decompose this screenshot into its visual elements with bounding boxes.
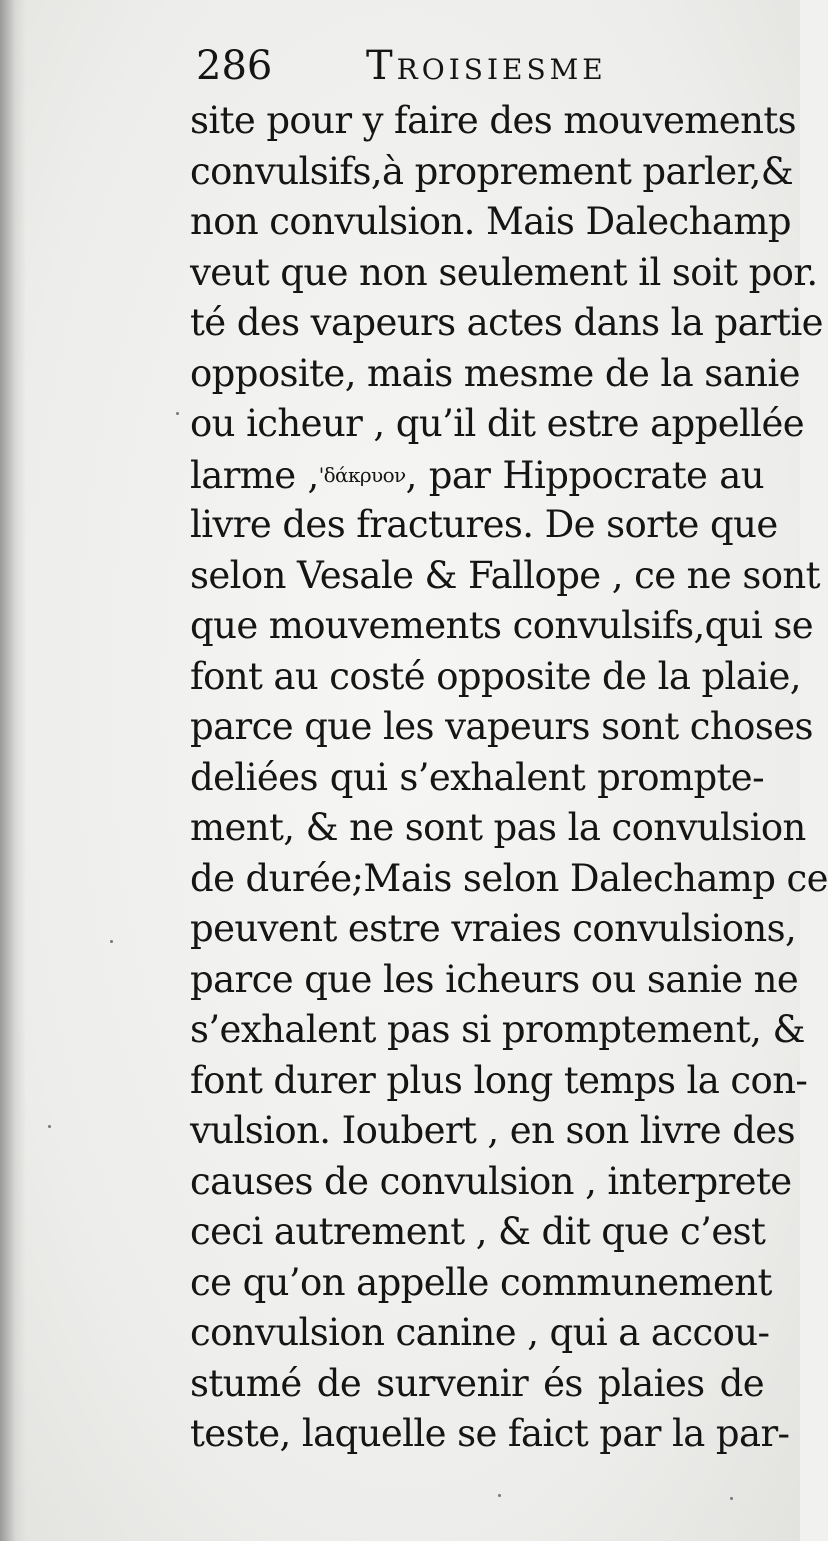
text-line: causes de convulsion , interprete xyxy=(190,1159,792,1203)
text-line-with-greek xyxy=(190,450,764,501)
body-text xyxy=(190,96,828,1460)
text-line-start: larme , xyxy=(190,453,319,497)
gutter-shadow xyxy=(0,0,26,1541)
text-line: que mouvements convulsifs,qui se xyxy=(190,604,814,647)
text-line: convulsifs,à proprement parler,& xyxy=(190,149,794,193)
text-line: convulsion canine , qui a accou- xyxy=(190,1311,770,1354)
text-line: site pour y faire des mouvements xyxy=(190,99,796,142)
text-line: teste, laquelle se faict par la par- xyxy=(190,1412,790,1455)
text-line: selon Vesale & Fallope , ce ne sont xyxy=(190,553,820,597)
text-line-end: , par Hippocrate au xyxy=(405,453,764,497)
text-line: deliées qui s’exhalent prompte- xyxy=(190,755,764,799)
running-head xyxy=(196,38,756,94)
text-line: ceci autrement , & dit que c’est xyxy=(190,1210,766,1253)
text-line: parce que les icheurs ou sanie ne xyxy=(190,957,799,1001)
text-line: opposite, mais mesme de la sanie xyxy=(190,351,800,395)
text-line: de durée;Mais selon Dalechamp ce xyxy=(190,856,828,900)
page-number: 286 xyxy=(196,43,273,89)
text-line: livre des fractures. De sorte que xyxy=(190,503,778,546)
paper-speck xyxy=(110,940,113,943)
text-line: parce que les vapeurs sont choses xyxy=(190,705,813,748)
paper-speck xyxy=(730,1497,733,1500)
text-line: s’exhalent pas si promptement, & xyxy=(190,1008,805,1051)
text-line: ou icheur , qu’il dit estre appellée xyxy=(190,402,805,445)
text-line: té des vapeurs actes dans la partie xyxy=(190,301,823,344)
paper-speck xyxy=(176,412,179,415)
text-line: font au costé opposite de la plaie, xyxy=(190,654,801,698)
text-line: non convulsion. Mais Dalechamp xyxy=(190,200,791,243)
text-line: vulsion. Ioubert , en son livre des xyxy=(190,1109,795,1152)
paper-speck xyxy=(48,1125,51,1128)
text-line: ce qu’on appelle communement xyxy=(190,1260,772,1304)
text-line: ment, & ne sont pas la convulsion xyxy=(190,806,806,849)
greek-word: 'δάκρυον xyxy=(318,462,406,487)
paper-speck xyxy=(498,1494,501,1497)
text-line: font durer plus long temps la con- xyxy=(190,1058,808,1102)
text-line: veut que non seulement il soit por. xyxy=(190,250,818,294)
text-line: peuvent estre vraies convulsions, xyxy=(190,907,797,950)
text-line: stumé de survenir és plaies de xyxy=(190,1361,764,1405)
running-title: Troisiesme xyxy=(366,43,607,89)
